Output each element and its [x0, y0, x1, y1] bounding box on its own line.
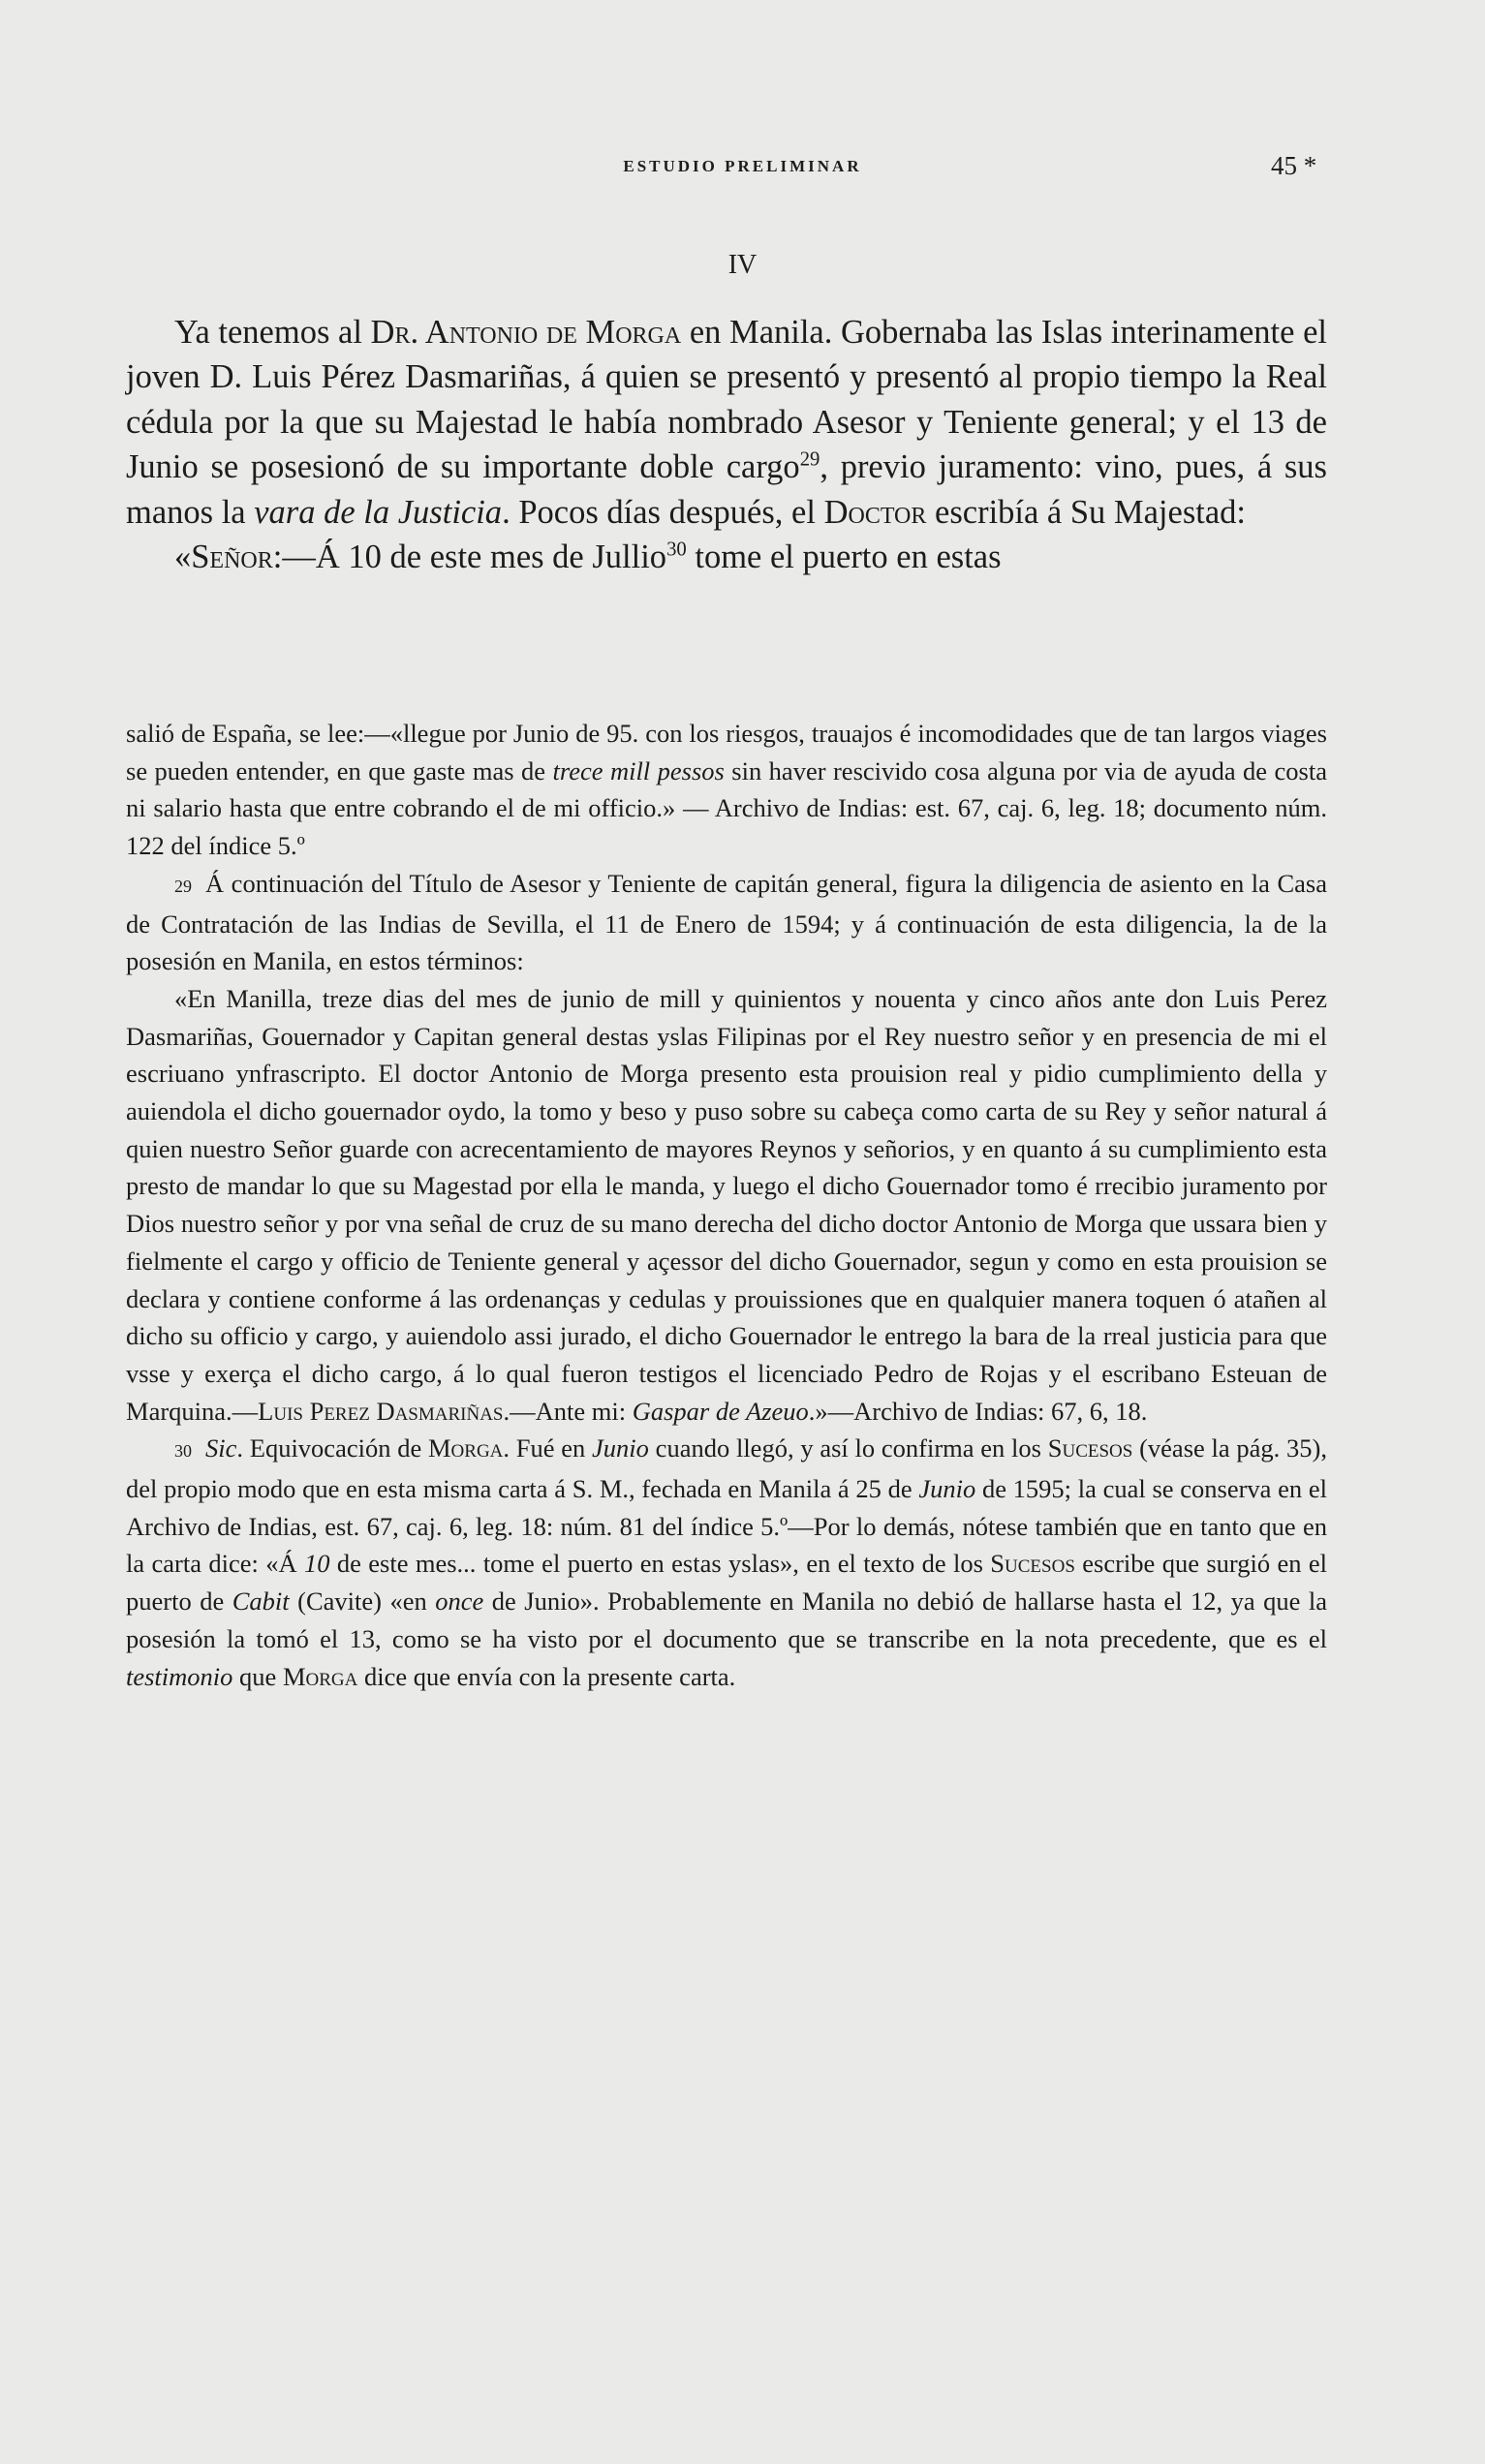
footnote-29-quote: «En Manilla, treze dias del mes de junio de mill y quinientos y nouenta y cinco años ante don Luis Perez Dasmariñas, Gouernador y Capitan general destas yslas Filipinas por el Rey nuestro señor y en presencia de mi el escriuano ynfrascripto. El doctor Antonio de Morga presento esta prouision real y pidio cumplimiento della y auiendola el dicho gouernador oydo, la tomo y beso y puso sobre su cabeça como carta de su Rey y señor natural á quien nuestro Señor guarde con acrecentamiento de mayores Reynos y señorios, y en quanto á su cumplimiento esta presto de mandar lo que su Magestad por ella le manda, y luego el dicho Gouernador tomo é rrecibio juramento por Dios nuestro señor y por vna señal de cruz de su mano derecha del dicho doctor Antonio de Morga que ussara bien y fielmente el cargo y officio de Teniente general y açessor del dicho Gouernador, segun y como en esta prouision se declara y contiene conforme á las ordenanças y cedulas y prouissiones que en qualquier manera toquen ó atañen al dicho su officio y cargo, y auiendolo assi jurado, el dicho Gouernador le entrego la bara de la rreal justicia para que vsse y exerça el dicho cargo, á lo qual fueron testigos el licenciado Pedro de Rojas y el escribano Esteuan de Marquina.—Luis Perez Dasmariñas.—Ante mi: Gaspar de Azeuo.»—Archivo de Indias: 67, 6, 18.: [126, 983, 1327, 1426]
main-paragraph-2: «Señor:—Á 10 de este mes de Jullio$^{30}$ tome el puerto en estas: [174, 539, 1002, 576]
running-title: ESTUDIO PRELIMINAR: [623, 157, 862, 175]
footnote-29: 29 Á continuación del Título de Asesor y Teniente de capitán general, figura la diligencia de asiento en la Casa de Contratación de las Indias de Sevilla, el 11 de Enero de 1594; y á continuación de esta diligencia, la de la posesión en Manila, en estos términos:: [126, 868, 1327, 976]
footnote-continuation: salió de España, se lee:—«llegue por Junio de 95. con los riesgos, trauajos é incomodidades que de tan largos viages se pueden entender, en que gaste mas de trece mill pessos sin haver rescivido cosa alguna por via de ayuda de costa ni salario hasta que entre cobrando el de mi officio.» — Archivo de Indias: est. 67, caj. 6, leg. 18; documento núm. 122 del índice 5.º: [126, 719, 1327, 861]
main-paragraph-1: Ya tenemos al Dr. Antonio de Morga en Manila. Gobernaba las Islas interinamente el joven D. Luis Pérez Dasmariñas, á quien se presentó y presentó al propio tiempo la Real cédula por la que su Majestad le había nombrado Asesor y Teniente general; y el 13 de Junio se posesionó de su importante doble cargo$^{29}$, previo juramento: vino, pues, á sus manos la vara de la Justicia. Pocos días después, el Doctor escribía á Su Majestad:: [126, 314, 1327, 531]
main-text: [126, 310, 1327, 579]
footnote-number: 30: [174, 1441, 192, 1462]
footnote-30: 30 Sic. Equivocación de Morga. Fué en Junio cuando llegó, y así lo confirma en los Sucesos (véase la pág. 35), del propio modo que en esta misma carta á S. M., fechada en Manila á 25 de Junio de 1595; la cual se conserva en el Archivo de Indias, est. 67, caj. 6, leg. 18: núm. 81 del índice 5.º—Por lo demás, nótese también que en tanto que en la carta dice: «Á 10 de este mes... tome el puerto en estas yslas», en el texto de los Sucesos escribe que surgió en el puerto de Cabit (Cavite) «en once de Junio». Probablemente en Manila no debió de hallarse hasta el 12, ya que la posesión la tomó el 13, como se ha visto por el documento que se transcribe en la nota precedente, que es el testimonio que Morga dice que envía con la presente carta.: [126, 1433, 1328, 1691]
page-header: [0, 151, 1485, 196]
page-number: 45 *: [1271, 151, 1317, 180]
footnotes: [126, 715, 1327, 1695]
section-numeral: IV: [727, 250, 758, 280]
footnote-ref-29: 29: [799, 448, 820, 471]
footnote-ref-30: 30: [666, 539, 687, 561]
footnote-number: 29: [174, 876, 192, 896]
